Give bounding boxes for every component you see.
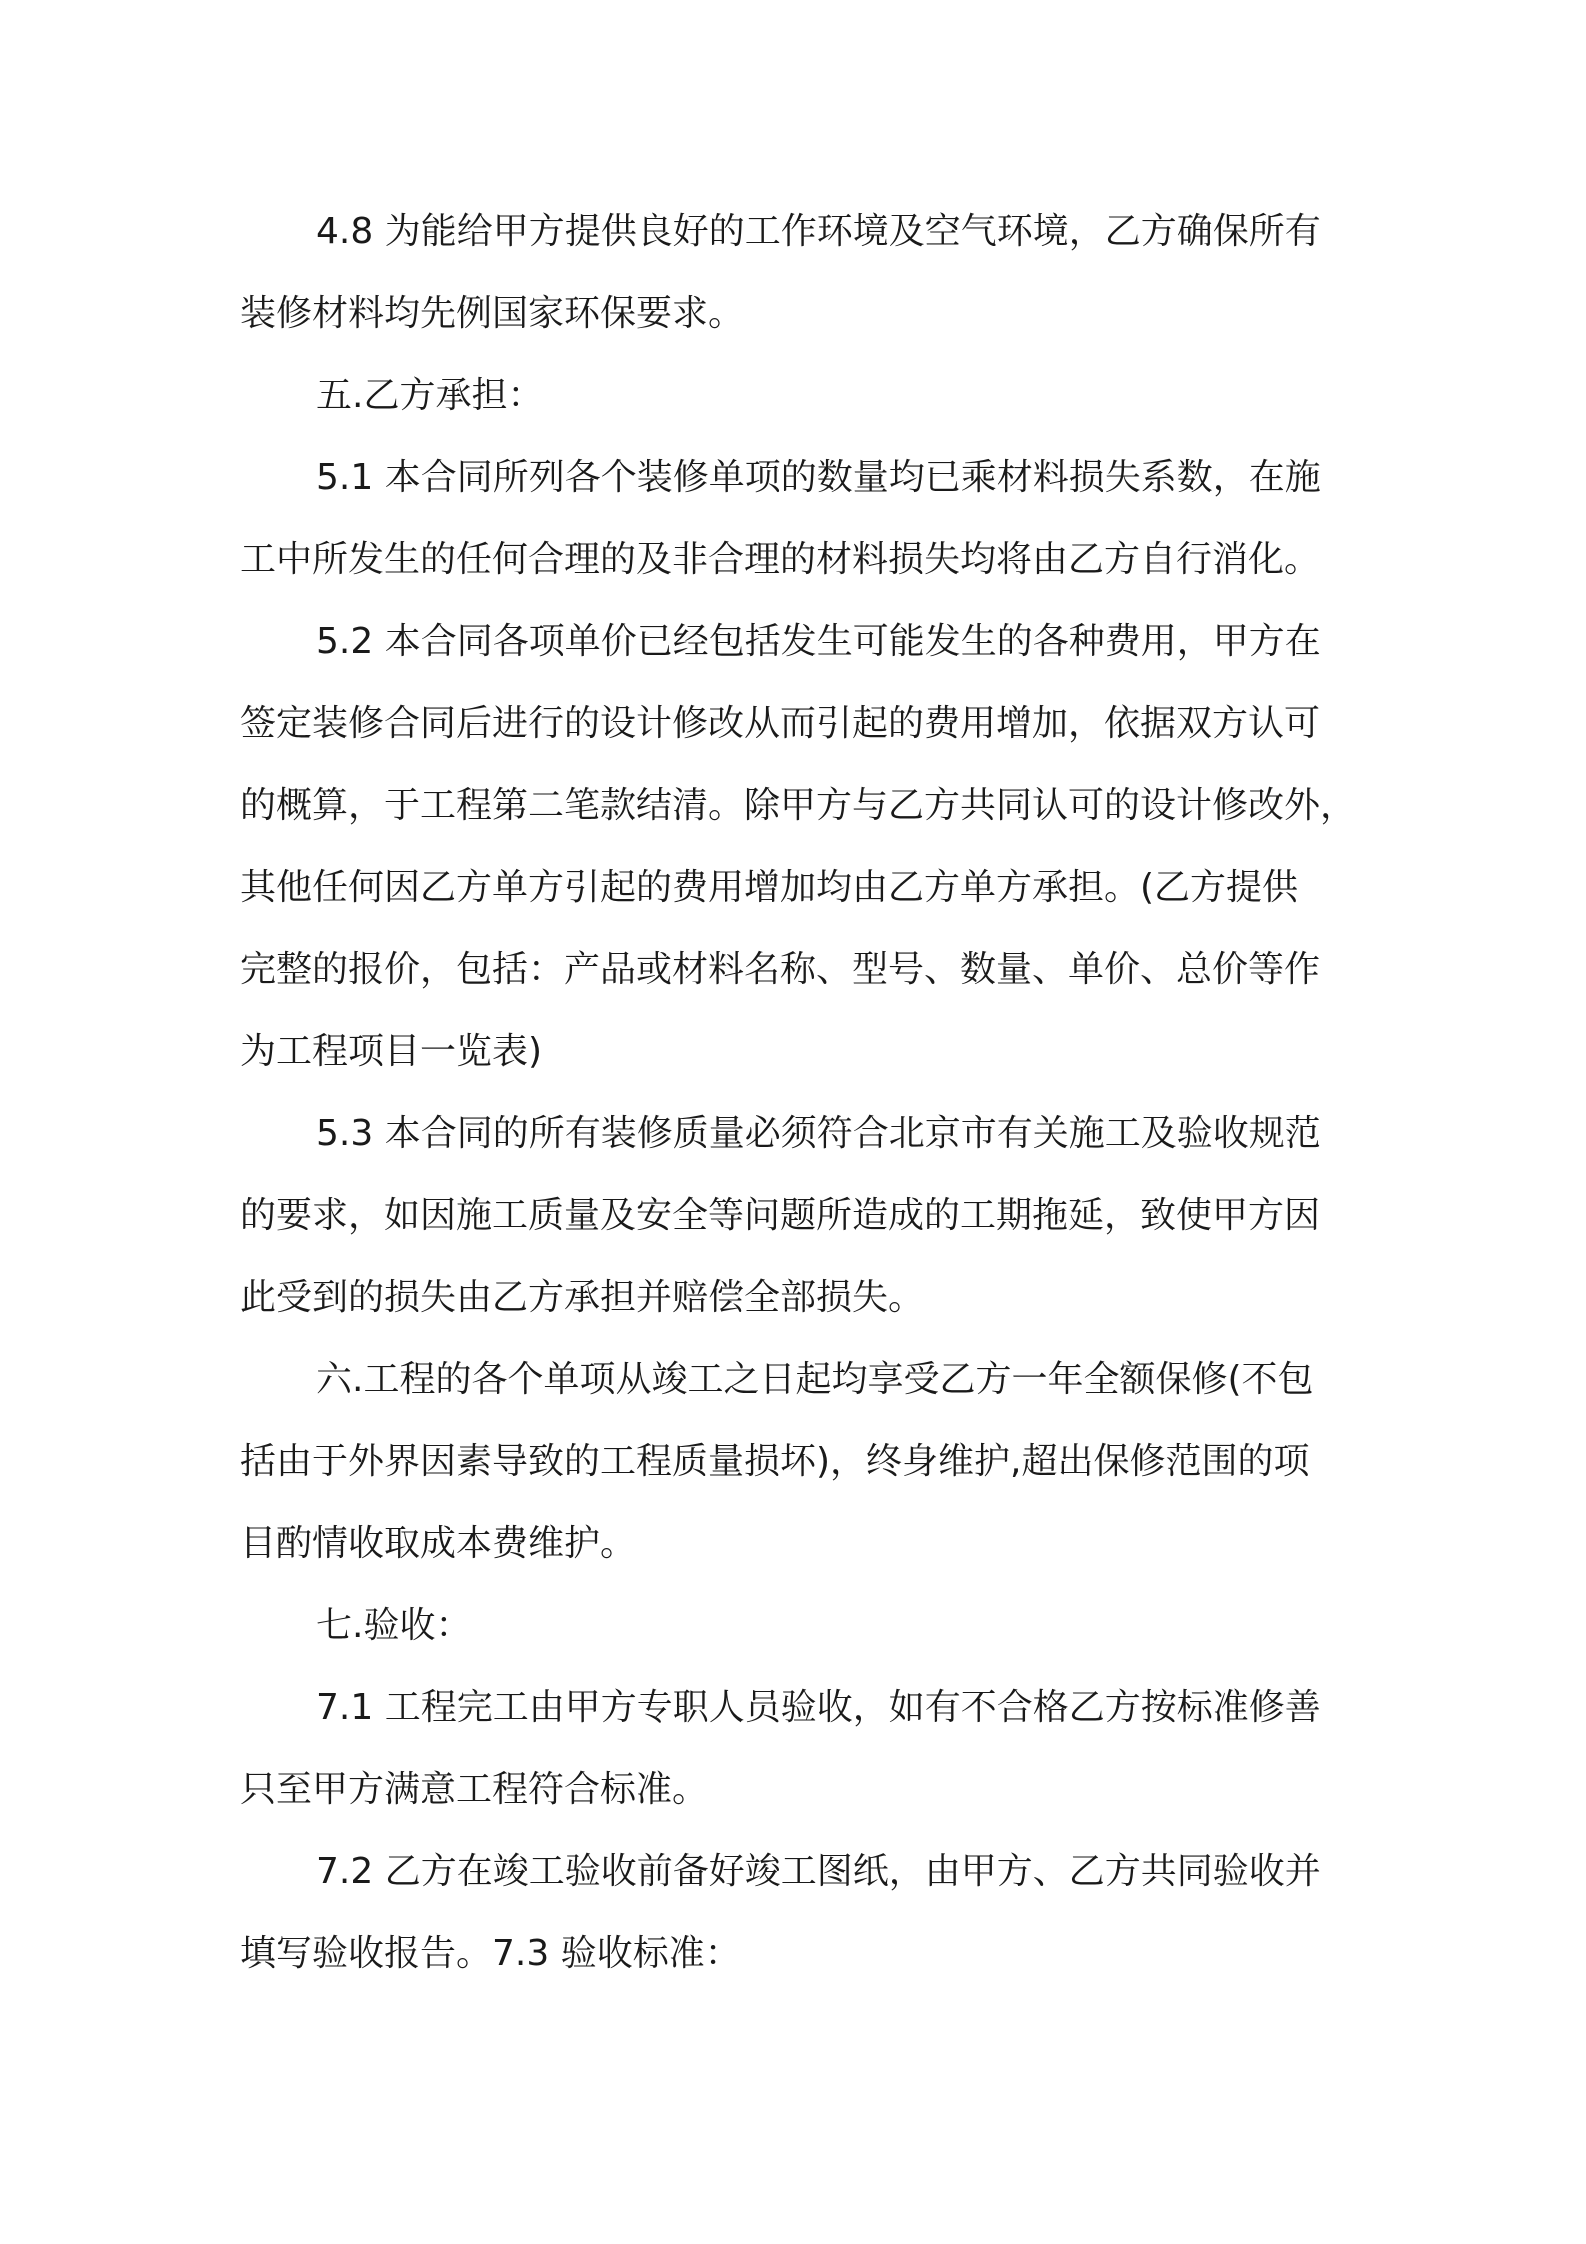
clause-5-3-line-2: 的要求，如因施工质量及安全等问题所造成的工期拖延，致使甲方因 <box>240 1195 1321 1236</box>
clause-5-2-line-3: 的概算，于工程第二笔款结清。除甲方与乙方共同认可的设计修改外， <box>240 785 1357 826</box>
clause-5-3-line-1: 5.3 本合同的所有装修质量必须符合北京市有关施工及验收规范 <box>316 1113 1321 1154</box>
clause-5-1-line-1: 5.1 本合同所列各个装修单项的数量均已乘材料损失系数，在施 <box>316 457 1321 498</box>
clause-7-2-line-2: 填写验收报告。7.3 验收标准： <box>240 1933 741 1974</box>
section-7-heading: 七.验收： <box>316 1605 472 1646</box>
clause-7-1-line-1: 7.1 工程完工由甲方专职人员验收，如有不合格乙方按标准修善 <box>316 1687 1321 1728</box>
section-6-line-3: 目酌情收取成本费维护。 <box>240 1523 637 1564</box>
clause-5-2-line-4: 其他任何因乙方单方引起的费用增加均由乙方单方承担。(乙方提供 <box>240 867 1299 908</box>
clause-5-2-line-6: 为工程项目一览表) <box>240 1031 543 1072</box>
clause-5-2-line-2: 签定装修合同后进行的设计修改从而引起的费用增加，依据双方认可 <box>240 703 1321 744</box>
clause-5-3-line-3: 此受到的损失由乙方承担并赔偿全部损失。 <box>240 1277 925 1318</box>
clause-7-2-line-1: 7.2 乙方在竣工验收前备好竣工图纸，由甲方、乙方共同验收并 <box>316 1851 1321 1892</box>
section-6-line-2: 括由于外界因素导致的工程质量损坏)，终身维护,超出保修范围的项 <box>240 1441 1310 1482</box>
clause-4-8-line-2: 装修材料均先例国家环保要求。 <box>240 293 745 334</box>
clause-7-1-line-2: 只至甲方满意工程符合标准。 <box>240 1769 709 1810</box>
clause-5-2-line-5: 完整的报价，包括：产品或材料名称、型号、数量、单价、总价等作 <box>240 949 1321 990</box>
clause-5-2-line-1: 5.2 本合同各项单价已经包括发生可能发生的各种费用，甲方在 <box>316 621 1321 662</box>
section-5-heading: 五.乙方承担： <box>316 375 544 416</box>
clause-5-1-line-2: 工中所发生的任何合理的及非合理的材料损失均将由乙方自行消化。 <box>240 539 1321 580</box>
section-6-line-1: 六.工程的各个单项从竣工之日起均享受乙方一年全额保修(不包 <box>316 1359 1314 1400</box>
clause-4-8-line-1: 4.8 为能给甲方提供良好的工作环境及空气环境，乙方确保所有 <box>316 211 1321 252</box>
